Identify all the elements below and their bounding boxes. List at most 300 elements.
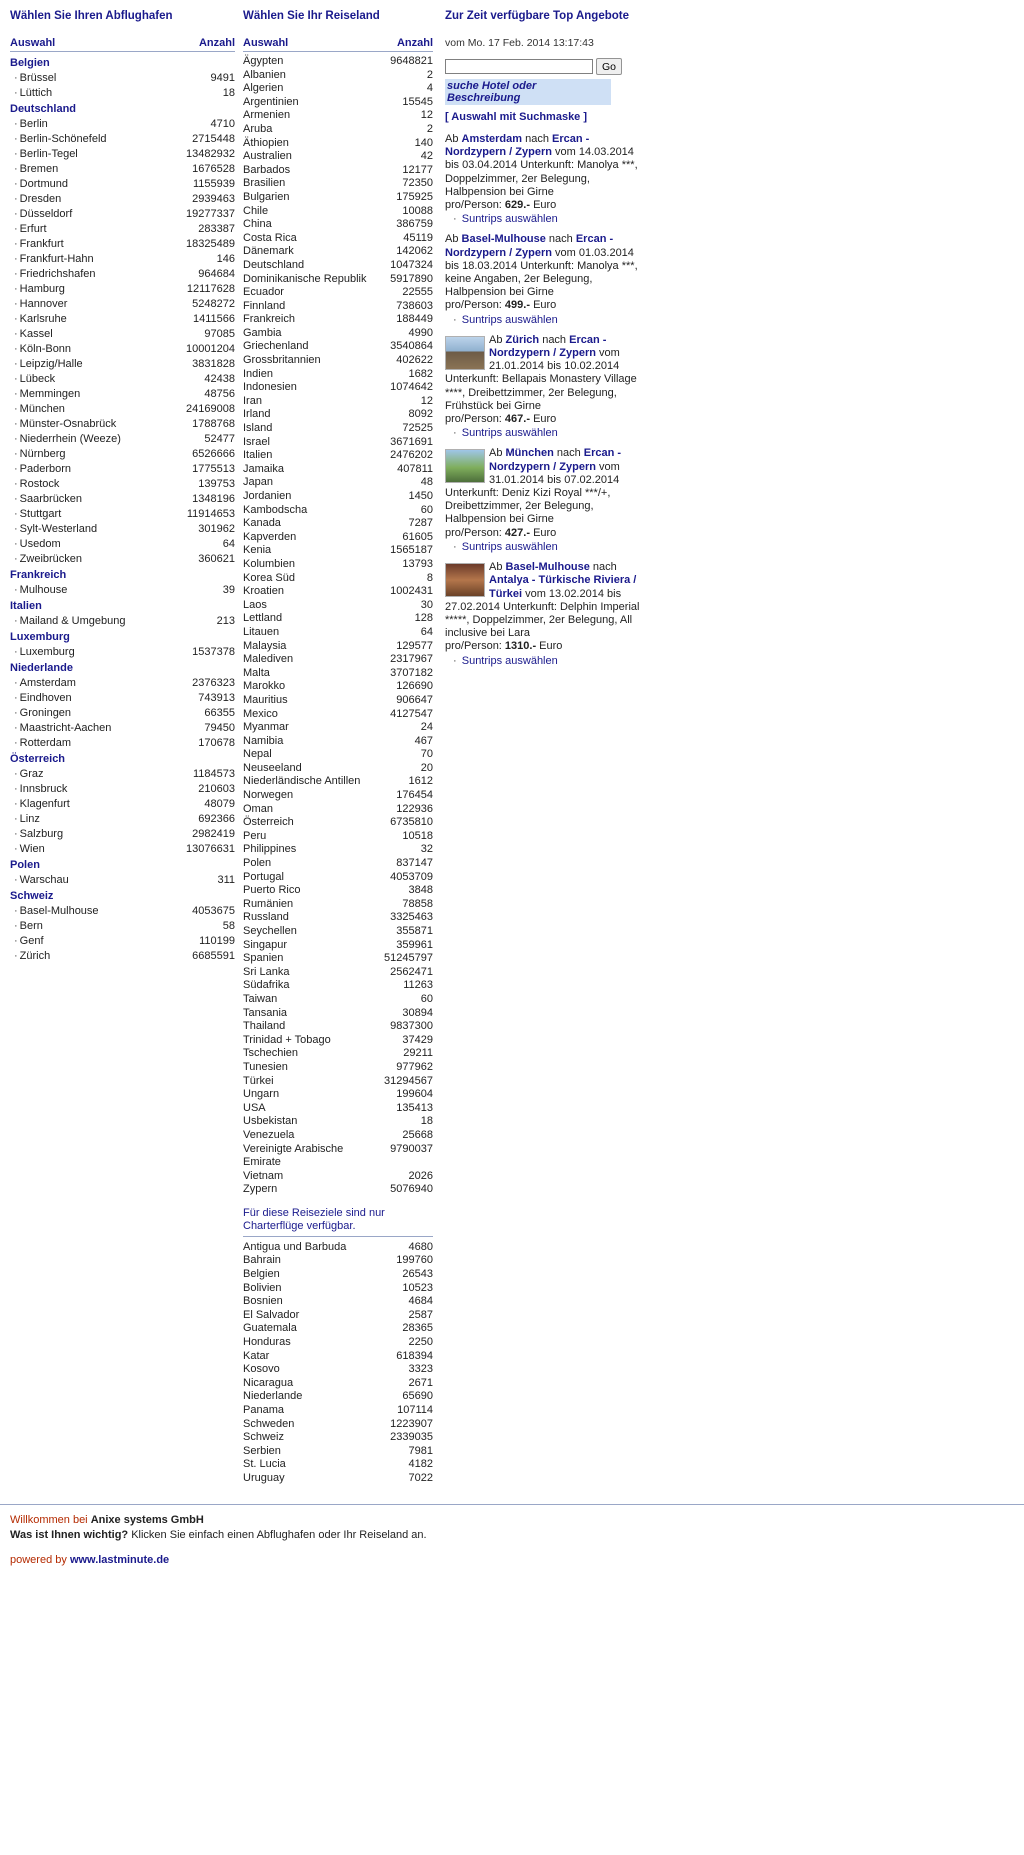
destination-country-link[interactable]: Bolivien [243, 1281, 282, 1294]
destination-row[interactable] [243, 884, 433, 898]
charter-destination-row[interactable] [243, 1431, 433, 1445]
destination-row[interactable] [243, 1129, 433, 1143]
destination-row[interactable] [243, 313, 433, 327]
departure-airport-link[interactable] [14, 237, 64, 252]
destination-country-link[interactable]: Schweiz [243, 1431, 284, 1444]
destination-country-link[interactable]: Sri Lanka [243, 965, 290, 978]
departure-airport-link[interactable] [14, 447, 66, 462]
departure-airport-link[interactable] [14, 357, 83, 372]
destination-row[interactable] [243, 816, 433, 830]
departure-airport-link[interactable] [14, 827, 63, 842]
departure-airport-link[interactable] [14, 645, 75, 660]
departure-row[interactable] [10, 71, 235, 86]
destination-row[interactable] [243, 1034, 433, 1048]
destination-country-link[interactable]: Österreich [243, 816, 294, 829]
departure-row[interactable] [10, 583, 235, 598]
departure-airport-link[interactable] [14, 552, 82, 567]
charter-destination-row[interactable] [243, 1363, 433, 1377]
charter-destination-row[interactable] [243, 1268, 433, 1282]
destination-country-link[interactable]: Südafrika [243, 979, 290, 992]
charter-destination-row[interactable] [243, 1377, 433, 1391]
destination-row[interactable] [243, 911, 433, 925]
destination-country-link[interactable]: Singapur [243, 938, 288, 951]
departure-airport-link[interactable] [14, 721, 111, 736]
destination-row[interactable] [243, 544, 433, 558]
departure-row[interactable] [10, 267, 235, 282]
departure-airport-link[interactable] [14, 342, 71, 357]
destination-country-link[interactable]: Kosovo [243, 1363, 280, 1376]
departure-airport-link[interactable] [14, 267, 96, 282]
departure-airport-link[interactable] [14, 71, 56, 86]
departure-airport-link[interactable] [14, 706, 71, 721]
destination-country-link[interactable]: Puerto Rico [243, 884, 301, 897]
destination-country-link[interactable]: Norwegen [243, 789, 294, 802]
destination-row[interactable] [243, 164, 433, 178]
destination-row[interactable] [243, 680, 433, 694]
departure-airport-link[interactable] [14, 492, 82, 507]
offer-item[interactable] [445, 447, 645, 554]
departure-airport-link[interactable] [14, 147, 78, 162]
offer-select-link[interactable]: Suntrips auswählen [461, 427, 558, 440]
destination-country-link[interactable]: Spanien [243, 952, 284, 965]
destination-country-link[interactable]: Bosnien [243, 1295, 283, 1308]
departure-row[interactable] [10, 827, 235, 842]
destination-country-link[interactable]: Indien [243, 367, 273, 380]
departure-airport-link[interactable] [14, 86, 52, 101]
departure-airport-link[interactable] [14, 387, 80, 402]
offer-item[interactable] [445, 133, 645, 226]
destination-row[interactable] [243, 558, 433, 572]
charter-destination-row[interactable] [243, 1458, 433, 1472]
offer-select-row[interactable] [445, 655, 645, 668]
destination-row[interactable] [243, 55, 433, 69]
destination-row[interactable] [243, 1143, 433, 1170]
departure-airport-link[interactable] [14, 842, 45, 857]
destination-country-link[interactable]: Bulgarien [243, 190, 290, 203]
departure-row[interactable] [10, 462, 235, 477]
destination-country-link[interactable]: Tansania [243, 1006, 288, 1019]
destination-country-link[interactable]: Irland [243, 408, 271, 421]
destination-country-link[interactable]: Mexico [243, 707, 278, 720]
departure-airport-link[interactable] [14, 782, 67, 797]
destination-row[interactable] [243, 205, 433, 219]
departure-airport-link[interactable] [14, 904, 99, 919]
destination-row[interactable] [243, 245, 433, 259]
destination-row[interactable] [243, 789, 433, 803]
destination-country-link[interactable]: Gambia [243, 326, 282, 339]
departure-row[interactable] [10, 297, 235, 312]
destination-country-link[interactable]: Nepal [243, 748, 272, 761]
destination-country-link[interactable]: Nicaragua [243, 1376, 294, 1389]
destination-row[interactable] [243, 925, 433, 939]
destination-row[interactable] [243, 599, 433, 613]
destination-country-link[interactable]: Thailand [243, 1020, 286, 1033]
departure-airport-link[interactable] [14, 417, 116, 432]
departure-row[interactable] [10, 447, 235, 462]
destination-country-link[interactable]: Tschechien [243, 1047, 299, 1060]
departure-airport-link[interactable] [14, 614, 125, 629]
destination-row[interactable] [243, 1170, 433, 1184]
departure-airport-link[interactable] [14, 312, 67, 327]
destination-country-link[interactable]: Costa Rica [243, 231, 297, 244]
departure-row[interactable] [10, 177, 235, 192]
destination-row[interactable] [243, 871, 433, 885]
charter-destination-row[interactable] [243, 1282, 433, 1296]
destination-row[interactable] [243, 531, 433, 545]
destination-country-link[interactable]: Kroatien [243, 585, 284, 598]
departure-airport-link[interactable] [14, 919, 43, 934]
departure-row[interactable] [10, 387, 235, 402]
departure-airport-link[interactable] [14, 949, 50, 964]
destination-row[interactable] [243, 694, 433, 708]
departure-row[interactable] [10, 207, 235, 222]
destination-row[interactable] [243, 735, 433, 749]
destination-country-link[interactable]: Brasilien [243, 177, 286, 190]
departure-airport-link[interactable] [14, 327, 53, 342]
destination-country-link[interactable]: Israel [243, 435, 270, 448]
charter-destination-row[interactable] [243, 1350, 433, 1364]
offer-select-row[interactable] [445, 314, 645, 327]
departure-airport-link[interactable] [14, 691, 72, 706]
departure-airport-link[interactable] [14, 132, 107, 147]
destination-row[interactable] [243, 327, 433, 341]
offer-select-link[interactable]: Suntrips auswählen [461, 654, 558, 667]
departure-airport-link[interactable] [14, 207, 72, 222]
destination-country-link[interactable]: Namibia [243, 734, 284, 747]
charter-destination-row[interactable] [243, 1390, 433, 1404]
destination-row[interactable] [243, 775, 433, 789]
destination-country-link[interactable]: Island [243, 422, 273, 435]
destination-row[interactable] [243, 368, 433, 382]
destination-country-link[interactable]: Türkei [243, 1074, 274, 1087]
offer-departure-link[interactable]: Zürich [505, 333, 540, 346]
destination-country-link[interactable]: Dänemark [243, 245, 294, 258]
destination-row[interactable] [243, 843, 433, 857]
departure-row[interactable] [10, 312, 235, 327]
destination-country-link[interactable]: Armenien [243, 109, 291, 122]
destination-row[interactable] [243, 490, 433, 504]
offer-destination-link[interactable]: Ercan - Nordzypern / Zypern [445, 233, 614, 259]
departure-airport-link[interactable] [14, 432, 121, 447]
departure-row[interactable] [10, 904, 235, 919]
departure-row[interactable] [10, 842, 235, 857]
departure-row[interactable] [10, 357, 235, 372]
departure-row[interactable] [10, 614, 235, 629]
charter-destination-row[interactable] [243, 1295, 433, 1309]
destination-row[interactable] [243, 667, 433, 681]
departure-row[interactable] [10, 537, 235, 552]
destination-row[interactable] [243, 1047, 433, 1061]
destination-country-link[interactable]: Algerien [243, 82, 284, 95]
departure-row[interactable] [10, 402, 235, 417]
destination-country-link[interactable]: Aruba [243, 122, 273, 135]
offer-select-row[interactable] [445, 541, 645, 554]
go-button[interactable]: Go [596, 58, 622, 75]
destination-country-link[interactable]: Korea Süd [243, 571, 295, 584]
destination-country-link[interactable]: Kapverden [243, 530, 297, 543]
departure-row[interactable] [10, 706, 235, 721]
destination-country-link[interactable]: Vietnam [243, 1169, 284, 1182]
offer-item[interactable] [445, 233, 645, 326]
departure-airport-link[interactable] [14, 676, 76, 691]
destination-country-link[interactable]: Grossbritannien [243, 354, 321, 367]
destination-country-link[interactable]: Laos [243, 598, 267, 611]
offer-item[interactable] [445, 334, 645, 441]
destination-country-link[interactable]: Guatemala [243, 1322, 297, 1335]
footer-powered-link[interactable]: www.lastminute.de [69, 1553, 170, 1566]
destination-country-link[interactable]: China [243, 218, 272, 231]
departure-row[interactable] [10, 873, 235, 888]
destination-row[interactable] [243, 354, 433, 368]
destination-country-link[interactable]: St. Lucia [243, 1458, 286, 1471]
offer-select-link[interactable]: Suntrips auswählen [461, 313, 558, 326]
departure-row[interactable] [10, 237, 235, 252]
destination-country-link[interactable]: Philippines [243, 843, 297, 856]
destination-country-link[interactable]: Kambodscha [243, 503, 308, 516]
destination-country-link[interactable]: Uruguay [243, 1471, 285, 1484]
destination-row[interactable] [243, 286, 433, 300]
destination-row[interactable] [243, 1020, 433, 1034]
charter-destination-row[interactable] [243, 1309, 433, 1323]
destination-row[interactable] [243, 708, 433, 722]
destination-country-link[interactable]: Neuseeland [243, 761, 302, 774]
destination-row[interactable] [243, 218, 433, 232]
destination-row[interactable] [243, 966, 433, 980]
destination-row[interactable] [243, 300, 433, 314]
destination-row[interactable] [243, 653, 433, 667]
destination-country-link[interactable]: Dominikanische Republik [243, 272, 367, 285]
offer-destination-link[interactable]: Antalya - Türkische Riviera / Türkei [489, 574, 637, 600]
destination-row[interactable] [243, 612, 433, 626]
destination-row[interactable] [243, 177, 433, 191]
departure-airport-link[interactable] [14, 583, 67, 598]
destination-country-link[interactable]: Äthiopien [243, 136, 289, 149]
destination-row[interactable] [243, 1007, 433, 1021]
destination-row[interactable] [243, 1088, 433, 1102]
charter-destination-row[interactable] [243, 1418, 433, 1432]
charter-destination-row[interactable] [243, 1472, 433, 1486]
departure-airport-link[interactable] [14, 767, 44, 782]
destination-row[interactable] [243, 1061, 433, 1075]
destination-row[interactable] [243, 626, 433, 640]
destination-country-link[interactable]: Zypern [243, 1183, 278, 1196]
departure-row[interactable] [10, 949, 235, 964]
destination-country-link[interactable]: Chile [243, 204, 269, 217]
destination-row[interactable] [243, 137, 433, 151]
destination-row[interactable] [243, 340, 433, 354]
departure-row[interactable] [10, 432, 235, 447]
departure-row[interactable] [10, 342, 235, 357]
charter-destination-row[interactable] [243, 1336, 433, 1350]
destination-country-link[interactable]: Lettland [243, 612, 283, 625]
departure-row[interactable] [10, 721, 235, 736]
destination-country-link[interactable]: Argentinien [243, 95, 299, 108]
destination-row[interactable] [243, 150, 433, 164]
destination-country-link[interactable]: Iran [243, 394, 262, 407]
charter-destination-row[interactable] [243, 1254, 433, 1268]
destination-country-link[interactable]: Japan [243, 476, 273, 489]
destination-country-link[interactable]: Tunesien [243, 1060, 288, 1073]
departure-row[interactable] [10, 117, 235, 132]
departure-row[interactable] [10, 797, 235, 812]
destination-row[interactable] [243, 721, 433, 735]
destination-country-link[interactable]: Belgien [243, 1268, 280, 1281]
departure-row[interactable] [10, 372, 235, 387]
destination-row[interactable] [243, 436, 433, 450]
destination-row[interactable] [243, 69, 433, 83]
destination-row[interactable] [243, 191, 433, 205]
destination-country-link[interactable]: Antigua und Barbuda [243, 1240, 347, 1253]
offer-destination-link[interactable]: Ercan - Nordzypern / Zypern [445, 133, 590, 159]
departure-airport-link[interactable] [14, 402, 65, 417]
destination-row[interactable] [243, 422, 433, 436]
destination-country-link[interactable]: Jamaika [243, 462, 284, 475]
departure-airport-link[interactable] [14, 462, 71, 477]
departure-row[interactable] [10, 222, 235, 237]
destination-row[interactable] [243, 830, 433, 844]
offer-select-row[interactable] [445, 427, 645, 440]
departure-airport-link[interactable] [14, 252, 94, 267]
destination-country-link[interactable]: USA [243, 1101, 266, 1114]
destination-country-link[interactable]: Vereinigte Arabische Emirate [243, 1142, 344, 1169]
destination-row[interactable] [243, 463, 433, 477]
destination-country-link[interactable]: Griechenland [243, 340, 309, 353]
departure-row[interactable] [10, 192, 235, 207]
charter-destination-row[interactable] [243, 1322, 433, 1336]
destination-row[interactable] [243, 232, 433, 246]
departure-airport-link[interactable] [14, 372, 55, 387]
departure-airport-link[interactable] [14, 812, 40, 827]
offer-departure-link[interactable]: München [505, 447, 554, 460]
destination-row[interactable] [243, 273, 433, 287]
destination-country-link[interactable]: Australien [243, 150, 292, 163]
destination-row[interactable] [243, 259, 433, 273]
destination-country-link[interactable]: Katar [243, 1349, 270, 1362]
destination-row[interactable] [243, 898, 433, 912]
destination-row[interactable] [243, 640, 433, 654]
destination-country-link[interactable]: Portugal [243, 870, 284, 883]
destination-country-link[interactable]: Taiwan [243, 992, 278, 1005]
search-input[interactable] [445, 59, 593, 74]
destination-country-link[interactable]: Seychellen [243, 925, 297, 937]
departure-airport-link[interactable] [14, 282, 65, 297]
destination-country-link[interactable]: Finnland [243, 299, 286, 312]
departure-row[interactable] [10, 767, 235, 782]
destination-country-link[interactable]: Bahrain [243, 1254, 281, 1267]
departure-row[interactable] [10, 552, 235, 567]
departure-row[interactable] [10, 522, 235, 537]
destination-row[interactable] [243, 449, 433, 463]
departure-row[interactable] [10, 919, 235, 934]
destination-country-link[interactable]: Albanien [243, 68, 286, 81]
destination-country-link[interactable]: Indonesien [243, 381, 297, 394]
offer-departure-link[interactable]: Amsterdam [461, 133, 523, 145]
destination-country-link[interactable]: Deutschland [243, 258, 305, 271]
offer-select-link[interactable]: Suntrips auswählen [461, 540, 558, 553]
departure-row[interactable] [10, 147, 235, 162]
destination-country-link[interactable]: Niederländische Antillen [243, 775, 361, 788]
destination-country-link[interactable]: Peru [243, 829, 267, 842]
departure-row[interactable] [10, 132, 235, 147]
destination-row[interactable] [243, 939, 433, 953]
departure-row[interactable] [10, 86, 235, 101]
departure-airport-link[interactable] [14, 736, 71, 751]
offer-item[interactable] [445, 561, 645, 668]
destination-row[interactable] [243, 96, 433, 110]
departure-airport-link[interactable] [14, 192, 61, 207]
destination-row[interactable] [243, 979, 433, 993]
destination-row[interactable] [243, 82, 433, 96]
charter-destination-row[interactable] [243, 1241, 433, 1255]
destination-country-link[interactable]: Italien [243, 449, 273, 462]
destination-row[interactable] [243, 476, 433, 490]
destination-country-link[interactable]: Serbien [243, 1444, 281, 1457]
offer-select-link[interactable]: Suntrips auswählen [461, 213, 558, 226]
destination-row[interactable] [243, 803, 433, 817]
destination-country-link[interactable]: Niederlande [243, 1390, 303, 1403]
destination-row[interactable] [243, 381, 433, 395]
destination-country-link[interactable]: Kenia [243, 544, 272, 557]
destination-country-link[interactable]: Malta [243, 666, 270, 679]
departure-airport-link[interactable] [14, 934, 44, 949]
departure-row[interactable] [10, 812, 235, 827]
destination-row[interactable] [243, 1102, 433, 1116]
offer-departure-link[interactable]: Basel-Mulhouse [505, 561, 590, 574]
search-mask-link[interactable]: [ Auswahl mit Suchmaske ] [445, 111, 588, 123]
departure-row[interactable] [10, 676, 235, 691]
destination-country-link[interactable]: Usbekistan [243, 1115, 298, 1128]
departure-airport-link[interactable] [14, 507, 61, 522]
destination-row[interactable] [243, 504, 433, 518]
destination-country-link[interactable]: Frankreich [243, 313, 295, 326]
destination-country-link[interactable]: Panama [243, 1404, 284, 1416]
destination-country-link[interactable]: Marokko [243, 680, 286, 693]
destination-country-link[interactable]: Trinidad + Tobago [243, 1033, 331, 1046]
departure-row[interactable] [10, 691, 235, 706]
departure-airport-link[interactable] [14, 162, 58, 177]
destination-country-link[interactable]: Jordanien [243, 490, 292, 502]
destination-country-link[interactable]: Schweden [243, 1417, 295, 1430]
offer-destination-link[interactable]: Ercan - Nordzypern / Zypern [489, 333, 607, 360]
destination-country-link[interactable]: Myanmar [243, 721, 289, 734]
destination-row[interactable] [243, 762, 433, 776]
destination-country-link[interactable]: Ecuador [243, 286, 284, 299]
departure-airport-link[interactable] [14, 477, 59, 492]
departure-airport-link[interactable] [14, 537, 61, 552]
offer-departure-link[interactable]: Basel-Mulhouse [461, 233, 546, 246]
departure-row[interactable] [10, 477, 235, 492]
destination-country-link[interactable]: Malaysia [243, 639, 287, 652]
departure-row[interactable] [10, 934, 235, 949]
destination-row[interactable] [243, 1183, 433, 1197]
destination-row[interactable] [243, 408, 433, 422]
destination-row[interactable] [243, 1075, 433, 1089]
departure-airport-link[interactable] [14, 177, 68, 192]
charter-destination-row[interactable] [243, 1404, 433, 1418]
destination-country-link[interactable]: Barbados [243, 163, 291, 176]
destination-row[interactable] [243, 1115, 433, 1129]
destination-row[interactable] [243, 395, 433, 409]
destination-row[interactable] [243, 109, 433, 123]
destination-country-link[interactable]: Ungarn [243, 1088, 280, 1101]
destination-country-link[interactable]: El Salvador [243, 1308, 300, 1321]
destination-country-link[interactable]: Mauritius [243, 693, 288, 706]
destination-country-link[interactable]: Polen [243, 857, 272, 870]
departure-row[interactable] [10, 507, 235, 522]
destination-country-link[interactable]: Honduras [243, 1336, 291, 1349]
departure-airport-link[interactable] [14, 873, 69, 888]
destination-row[interactable] [243, 748, 433, 762]
